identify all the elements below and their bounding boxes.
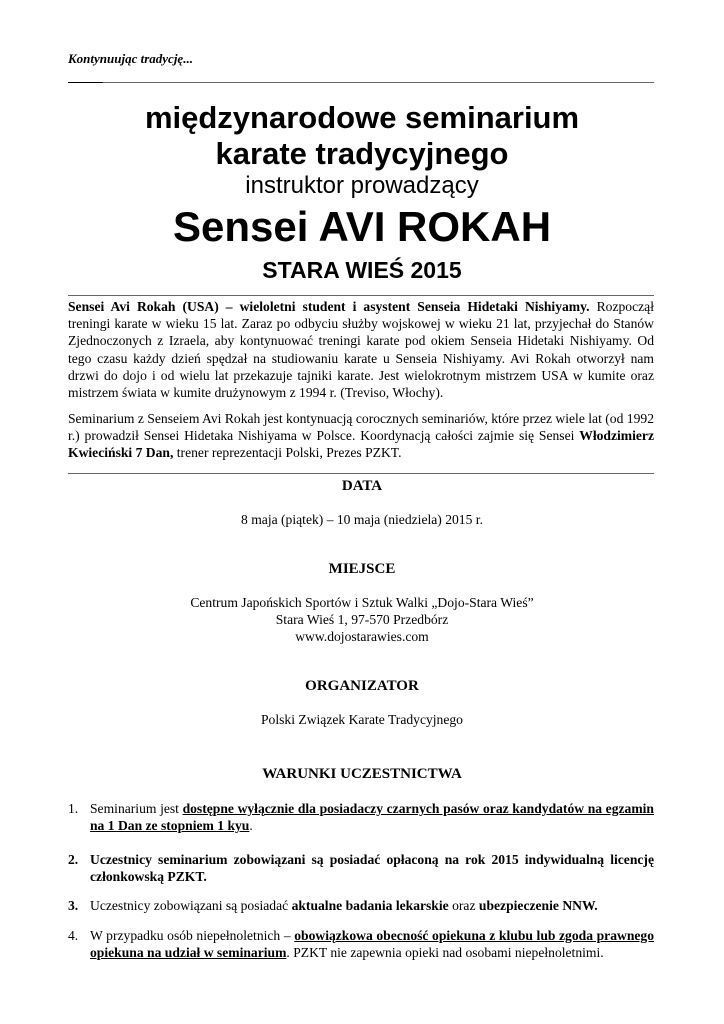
conditions-heading: WARUNKI UCZESTNICTWA [262,766,462,782]
intro-text-b: trener reprezentacji Polski, Prezes PZKT. [173,445,402,461]
place-line-2: Stara Wieś 1, 97-570 Przedbórz [275,612,449,627]
condition-text-d: ubezpieczenie NNW. [478,898,598,913]
organizer-heading: ORGANIZATOR [305,678,419,694]
condition-text-b: aktualne badania lekarskie [291,898,449,913]
condition-text-a: Uczestnicy seminarium zobowiązani są posiadać opłaconą na rok 2015 indywidualną licencję członkowską PZKT. [90,852,654,885]
title-subtitle: instruktor prowadzący [245,172,479,199]
place-heading: MIEJSCE [328,561,396,577]
condition-number: 3. [68,898,79,913]
condition-text-a: W przypadku osób niepełnoletnich – [90,928,295,943]
condition-text-c: oraz [448,898,479,913]
condition-text-emphasis: dostępne wyłącznie dla posiadaczy czarnych pasów oraz kandydatów na egzamin na 1 Dan ze stopniem 1 kyu [90,801,654,834]
data-heading: DATA [341,478,383,494]
data-value: 8 maja (piątek) – 10 maja (niedziela) 2015 r. [241,512,483,527]
bio-lead: Sensei Avi Rokah (USA) – wieloletni student i asystent Senseia Hidetaki Nishiyamy. [68,299,590,314]
bio-text: Rozpoczął treningi karate w wieku 15 lat. Zaraz po odbyciu służby wojskowej w wieku 21 lat, przyjechał do Stanów Zjednoczonych z Izraela, aby kontynuować treningi karate pod okiem Senseia Hidetaki Nishiyamy. Od tego czasu każdy dzień spędzał na studiowaniu karate u Senseia Nishiyamy. Avi Rokah otworzył nam drzwi do dojo i od wielu lat przekazuje tajniki karate. Jest wielokrotnym mistrzem USA w kumite oraz mistrzem świata w kumite drużynowym z 1994 r. (Treviso, Włochy). [68,299,654,401]
title-line-1: międzynarodowe seminarium [144,100,580,135]
organizer-value: Polski Związek Karate Tradycyjnego [261,712,463,727]
place-website: www.dojostarawies.com [295,629,429,644]
tagline: Kontynuując tradycję... [68,51,193,66]
condition-number: 1. [68,801,79,816]
intro-text-a: Seminarium z Senseiem Avi Rokah jest kontynuacją corocznych seminariów, które przez wiele lat (od 1992 r.) prowadził Sensei Hidetaka Nishiyama w Polsce. Koordynacją całości zajmie się Sensei [68,411,654,444]
condition-text-c: . [249,818,253,834]
condition-text-c: . PZKT nie zapewnia opieki nad osobami niepełnoletnimi. [286,945,604,961]
condition-text [90,927,654,961]
condition-number: 2. [68,852,79,867]
condition-text-a: Uczestnicy zobowiązani są posiadać [90,898,292,913]
condition-text [90,851,654,885]
instructor-name: Sensei AVI ROKAH [172,203,552,250]
header-rule [103,82,654,83]
condition-text [90,897,654,914]
place-line-1: Centrum Japońskich Sportów i Sztuk Walki „Dojo-Stara Wieś” [190,595,534,610]
condition-text-emphasis: obowiązkowa obecność opiekuna z klubu lub zgoda prawnego opiekuna na udział w seminarium [90,928,655,961]
header-rule-accent [68,82,103,83]
condition-text-a: Seminarium jest [90,801,183,816]
condition-text [90,800,654,834]
section-rule [68,295,654,296]
place-year: STARA WIEŚ 2015 [262,257,462,283]
section-rule [68,473,654,474]
condition-number: 4. [68,928,79,943]
bio-paragraph [68,298,654,401]
intro-coordinator: Włodzimierz Kwieciński 7 Dan, [68,428,654,461]
intro-paragraph [68,410,654,462]
title-line-2: karate tradycyjnego [215,136,509,171]
